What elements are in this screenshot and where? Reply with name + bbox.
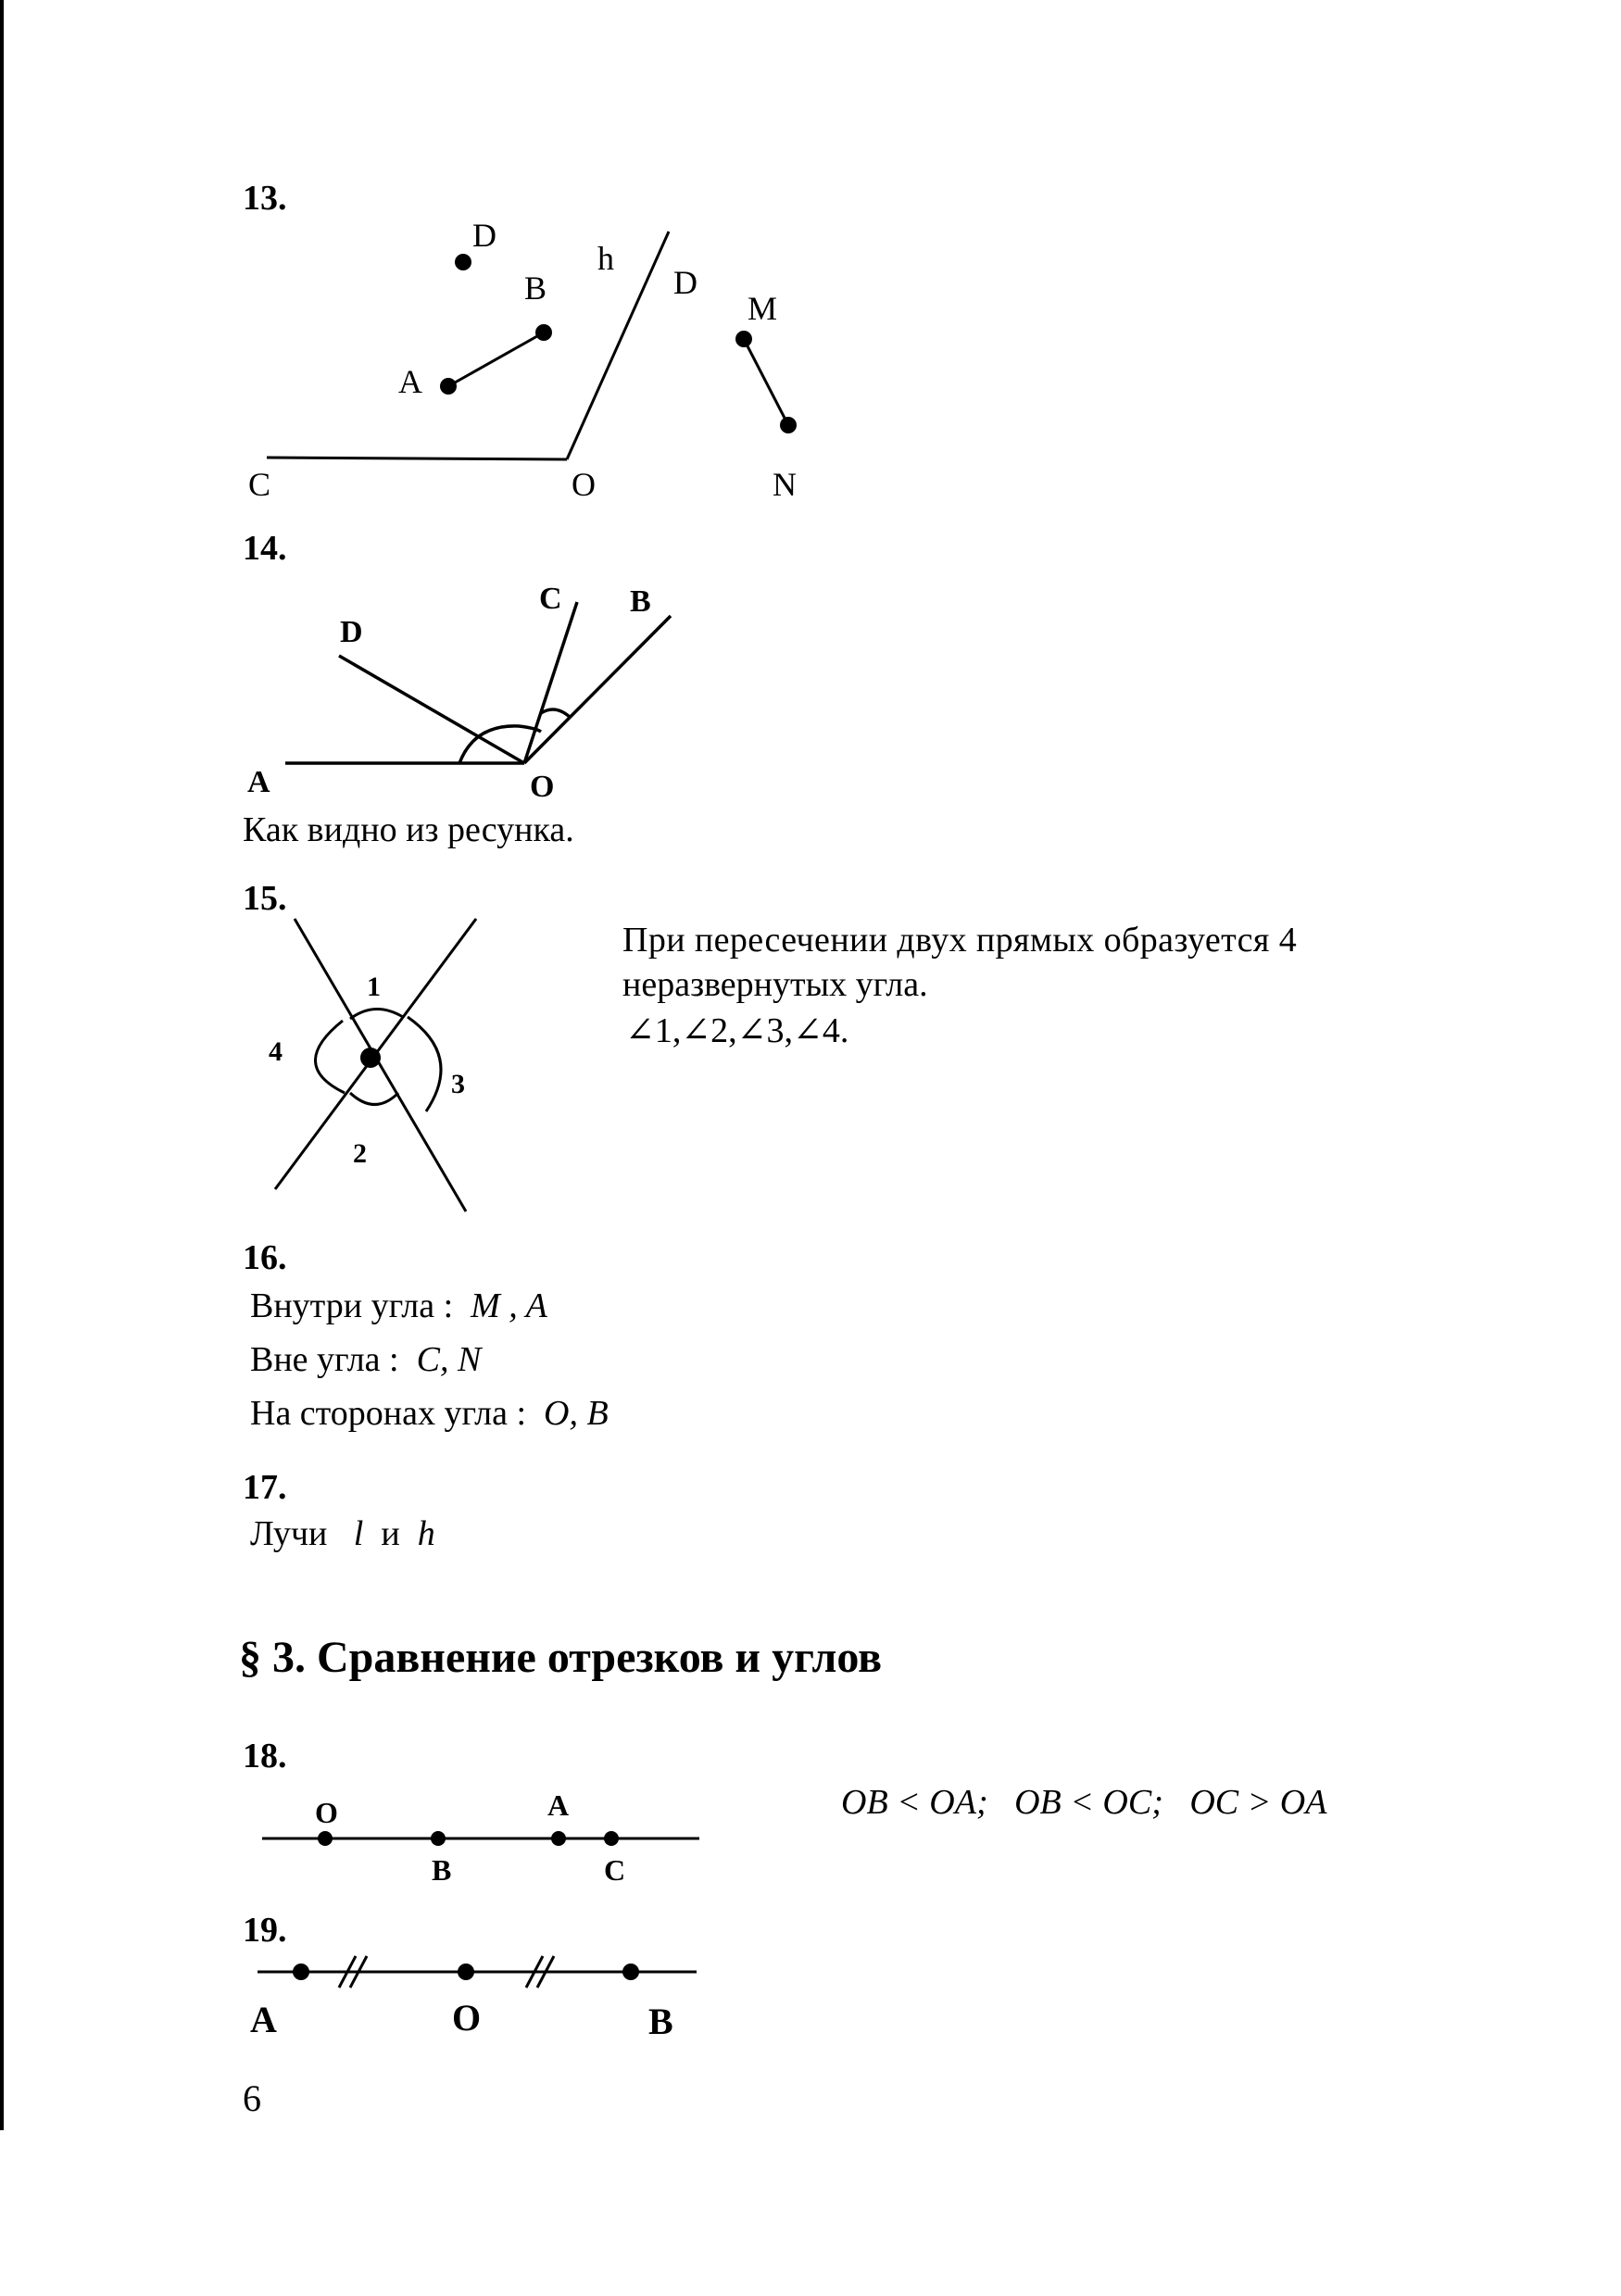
problem-16-outside [250,1339,481,1380]
point-o19 [458,1964,474,1980]
point-b19 [622,1964,639,1980]
ray-oc2 [524,602,577,763]
label-a14: A [247,765,270,799]
label-a19: A [250,1999,277,2040]
arc-angle-2 [350,1093,398,1105]
intersection-point [360,1048,381,1068]
label-b14: B [630,584,651,619]
ray-oh [567,232,669,459]
label-o18: O [315,1796,338,1829]
problem-16-inside [250,1286,547,1326]
problem-16-number: 16. [243,1238,287,1277]
problem-15-number: 15. [243,879,287,918]
label-angle-4: 4 [269,1036,283,1067]
section-heading: § 3. Сравнение отрезков и углов [239,1633,883,1682]
problem-14-number: 14. [243,529,287,568]
label-d14: D [340,615,363,649]
problem-15-angles: ∠1,∠2,∠3,∠4. [625,1011,849,1050]
point-c18 [604,1831,619,1846]
label-n: N [773,466,797,503]
label-a18: A [547,1788,570,1822]
sides-value: O, B [544,1394,609,1433]
point-a [440,378,457,395]
ray-l: l [353,1514,364,1553]
label-m: M [748,290,778,327]
label-a: A [398,363,422,400]
problem-13-number: 13. [243,179,287,218]
point-n [780,417,797,433]
page-number: 6 [243,2077,261,2119]
point-a18 [551,1831,566,1846]
outside-label: Вне угла : [250,1340,399,1379]
inside-label: Внутри угла : [250,1286,454,1325]
point-a19 [293,1964,309,1980]
point-o18 [318,1831,333,1846]
problem-17-answer [250,1513,435,1554]
rays-word: Лучи [250,1514,328,1553]
problem-14-answer: Как видно из ресунка. [243,810,574,849]
segment-mn [744,339,788,425]
ray-ob [524,616,671,763]
label-angle-2: 2 [353,1138,367,1169]
label-c14: C [539,582,562,616]
label-o14: O [530,770,555,804]
label-angle-3: 3 [451,1069,465,1099]
ray-od [339,656,524,763]
label-b19: B [648,2001,673,2042]
label-c: C [248,466,271,503]
label-b: B [524,270,547,307]
ray-h: h [417,1514,435,1553]
label-c18: C [604,1853,626,1887]
inside-value: M , A [471,1286,547,1325]
problem-17-number: 17. [243,1468,287,1507]
arc-angle-1 [350,1009,403,1019]
problem-19-number: 19. [243,1911,287,1950]
problem-15-text-line1: При пересечении двух прямых образуется 4 [622,921,1298,960]
arc-cob [541,709,571,718]
label-d-point: D [472,217,496,254]
ray-oc [267,458,567,459]
label-b18: B [432,1853,452,1887]
arc-angle-3 [408,1017,441,1111]
label-o: O [572,466,596,503]
and-word: и [381,1514,400,1553]
problem-16-sides [250,1393,609,1434]
arc-angle-4 [315,1021,345,1093]
outside-value: C, N [416,1340,482,1379]
label-angle-1: 1 [367,972,381,1002]
label-o19: O [452,1997,482,2039]
problem-18-comparison: OB < OA; OB < OC; OC > OA [841,1783,1327,1822]
point-d [455,254,471,270]
problem-18-number: 18. [243,1737,287,1775]
problem-15-text-line2: неразвернутых угла. [622,965,928,1004]
point-b18 [431,1831,446,1846]
point-m [735,331,752,347]
segment-ab [448,332,544,386]
point-b [535,324,552,341]
sides-label: На сторонах угла : [250,1394,527,1433]
label-h: h [597,240,614,277]
label-d-ray: D [673,264,697,301]
